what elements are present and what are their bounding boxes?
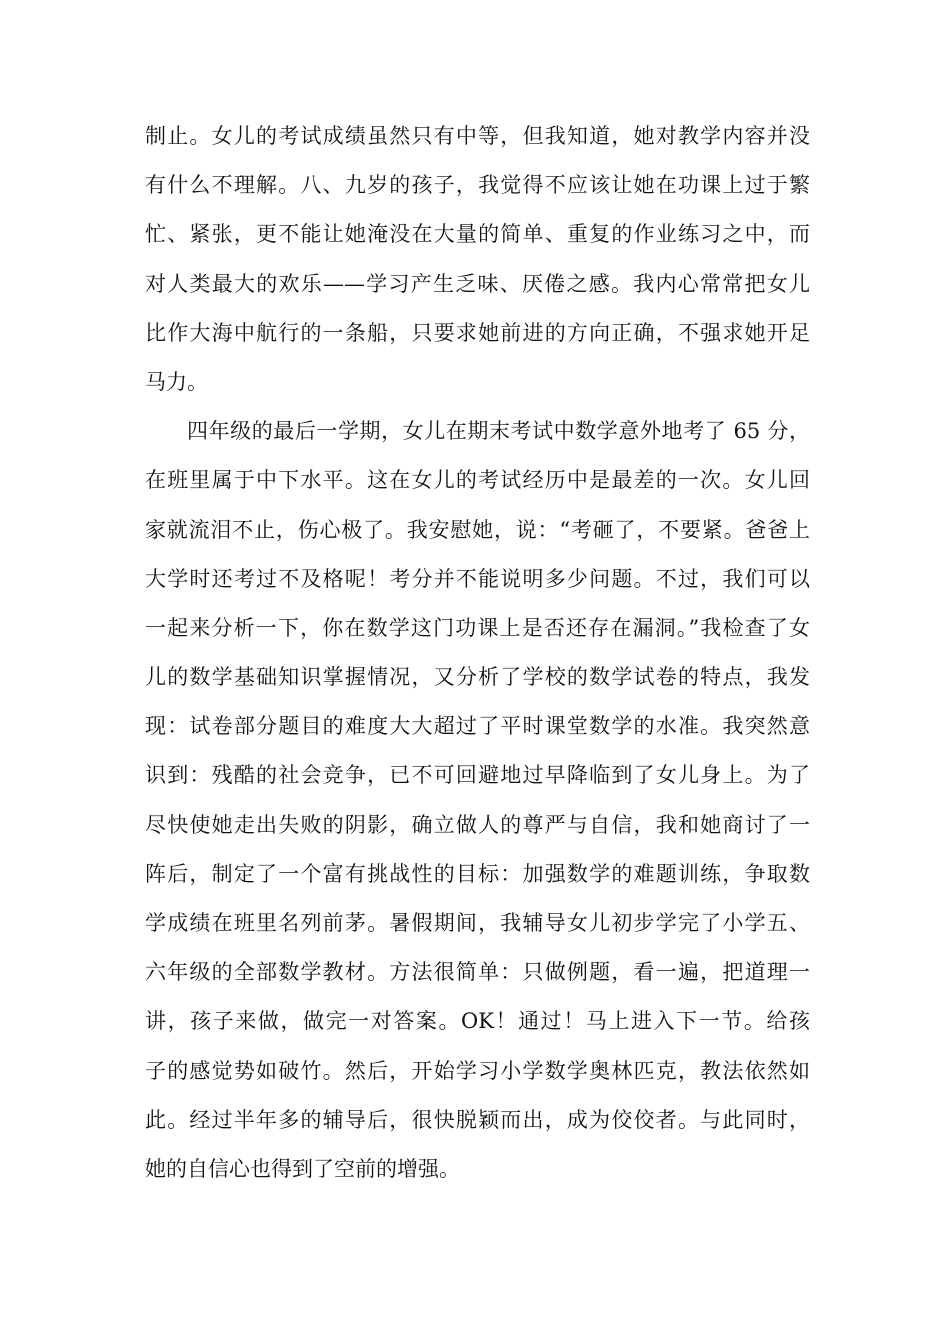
text-line: 阵后，制定了一个富有挑战性的目标：加强数学的难题训练，争取数 <box>145 861 810 886</box>
text-line: 对人类最大的欢乐——学习产生乏味、厌倦之感。我内心常常把女儿 <box>145 271 810 296</box>
text-line: 忙、紧张，更不能让她淹没在大量的简单、重复的作业练习之中，而 <box>145 222 810 247</box>
text-line: 一起来分析一下，你在数学这门功课上是否还存在漏洞。”我检查了女 <box>145 615 810 640</box>
text-line: 在班里属于中下水平。这在女儿的考试经历中是最差的一次。女儿回 <box>145 468 810 493</box>
text-line: 马力。 <box>145 369 208 394</box>
text-line: 尽快使她走出失败的阴影，确立做人的尊严与自信，我和她商讨了一 <box>145 812 810 837</box>
text-line: 现：试卷部分题目的难度大大超过了平时课堂数学的水准。我突然意 <box>145 714 810 739</box>
text-line: 有什么不理解。八、九岁的孩子，我觉得不应该让她在功课上过于繁 <box>145 173 810 198</box>
text-line: 识到：残酷的社会竞争，已不可回避地过早降临到了女儿身上。为了 <box>145 763 810 788</box>
text-line: 家就流泪不止，伤心极了。我安慰她，说：“考砸了，不要紧。爸爸上 <box>145 517 810 542</box>
text-line: 她的自信心也得到了空前的增强。 <box>145 1156 460 1181</box>
text-line: 儿的数学基础知识掌握情况，又分析了学校的数学试卷的特点，我发 <box>145 665 810 690</box>
text-line: 四年级的最后一学期，女儿在期末考试中数学意外地考了 65 分， <box>187 419 810 444</box>
text-line: 讲，孩子来做，做完一对答案。OK！通过！马上进入下一节。给孩 <box>145 1009 810 1034</box>
text-line: 大学时还考过不及格呢！考分并不能说明多少问题。不过，我们可以 <box>145 566 810 591</box>
text-line: 子的感觉势如破竹。然后，开始学习小学数学奥林匹克，教法依然如 <box>145 1058 810 1083</box>
text-line: 六年级的全部数学教材。方法很简单：只做例题，看一遍，把道理一 <box>145 960 810 985</box>
text-line: 学成绩在班里名列前茅。暑假期间，我辅导女儿初步学完了小学五、 <box>145 911 810 935</box>
paragraph-2 <box>145 407 810 1194</box>
body-text <box>145 112 810 1194</box>
text-line: 比作大海中航行的一条船，只要求她前进的方向正确，不强求她开足 <box>145 320 810 345</box>
text-line: 制止。女儿的考试成绩虽然只有中等，但我知道，她对教学内容并没 <box>145 124 810 148</box>
paragraph-1 <box>145 112 810 407</box>
text-line: 此。经过半年多的辅导后，很快脱颖而出，成为佼佼者。与此同时， <box>145 1107 810 1132</box>
